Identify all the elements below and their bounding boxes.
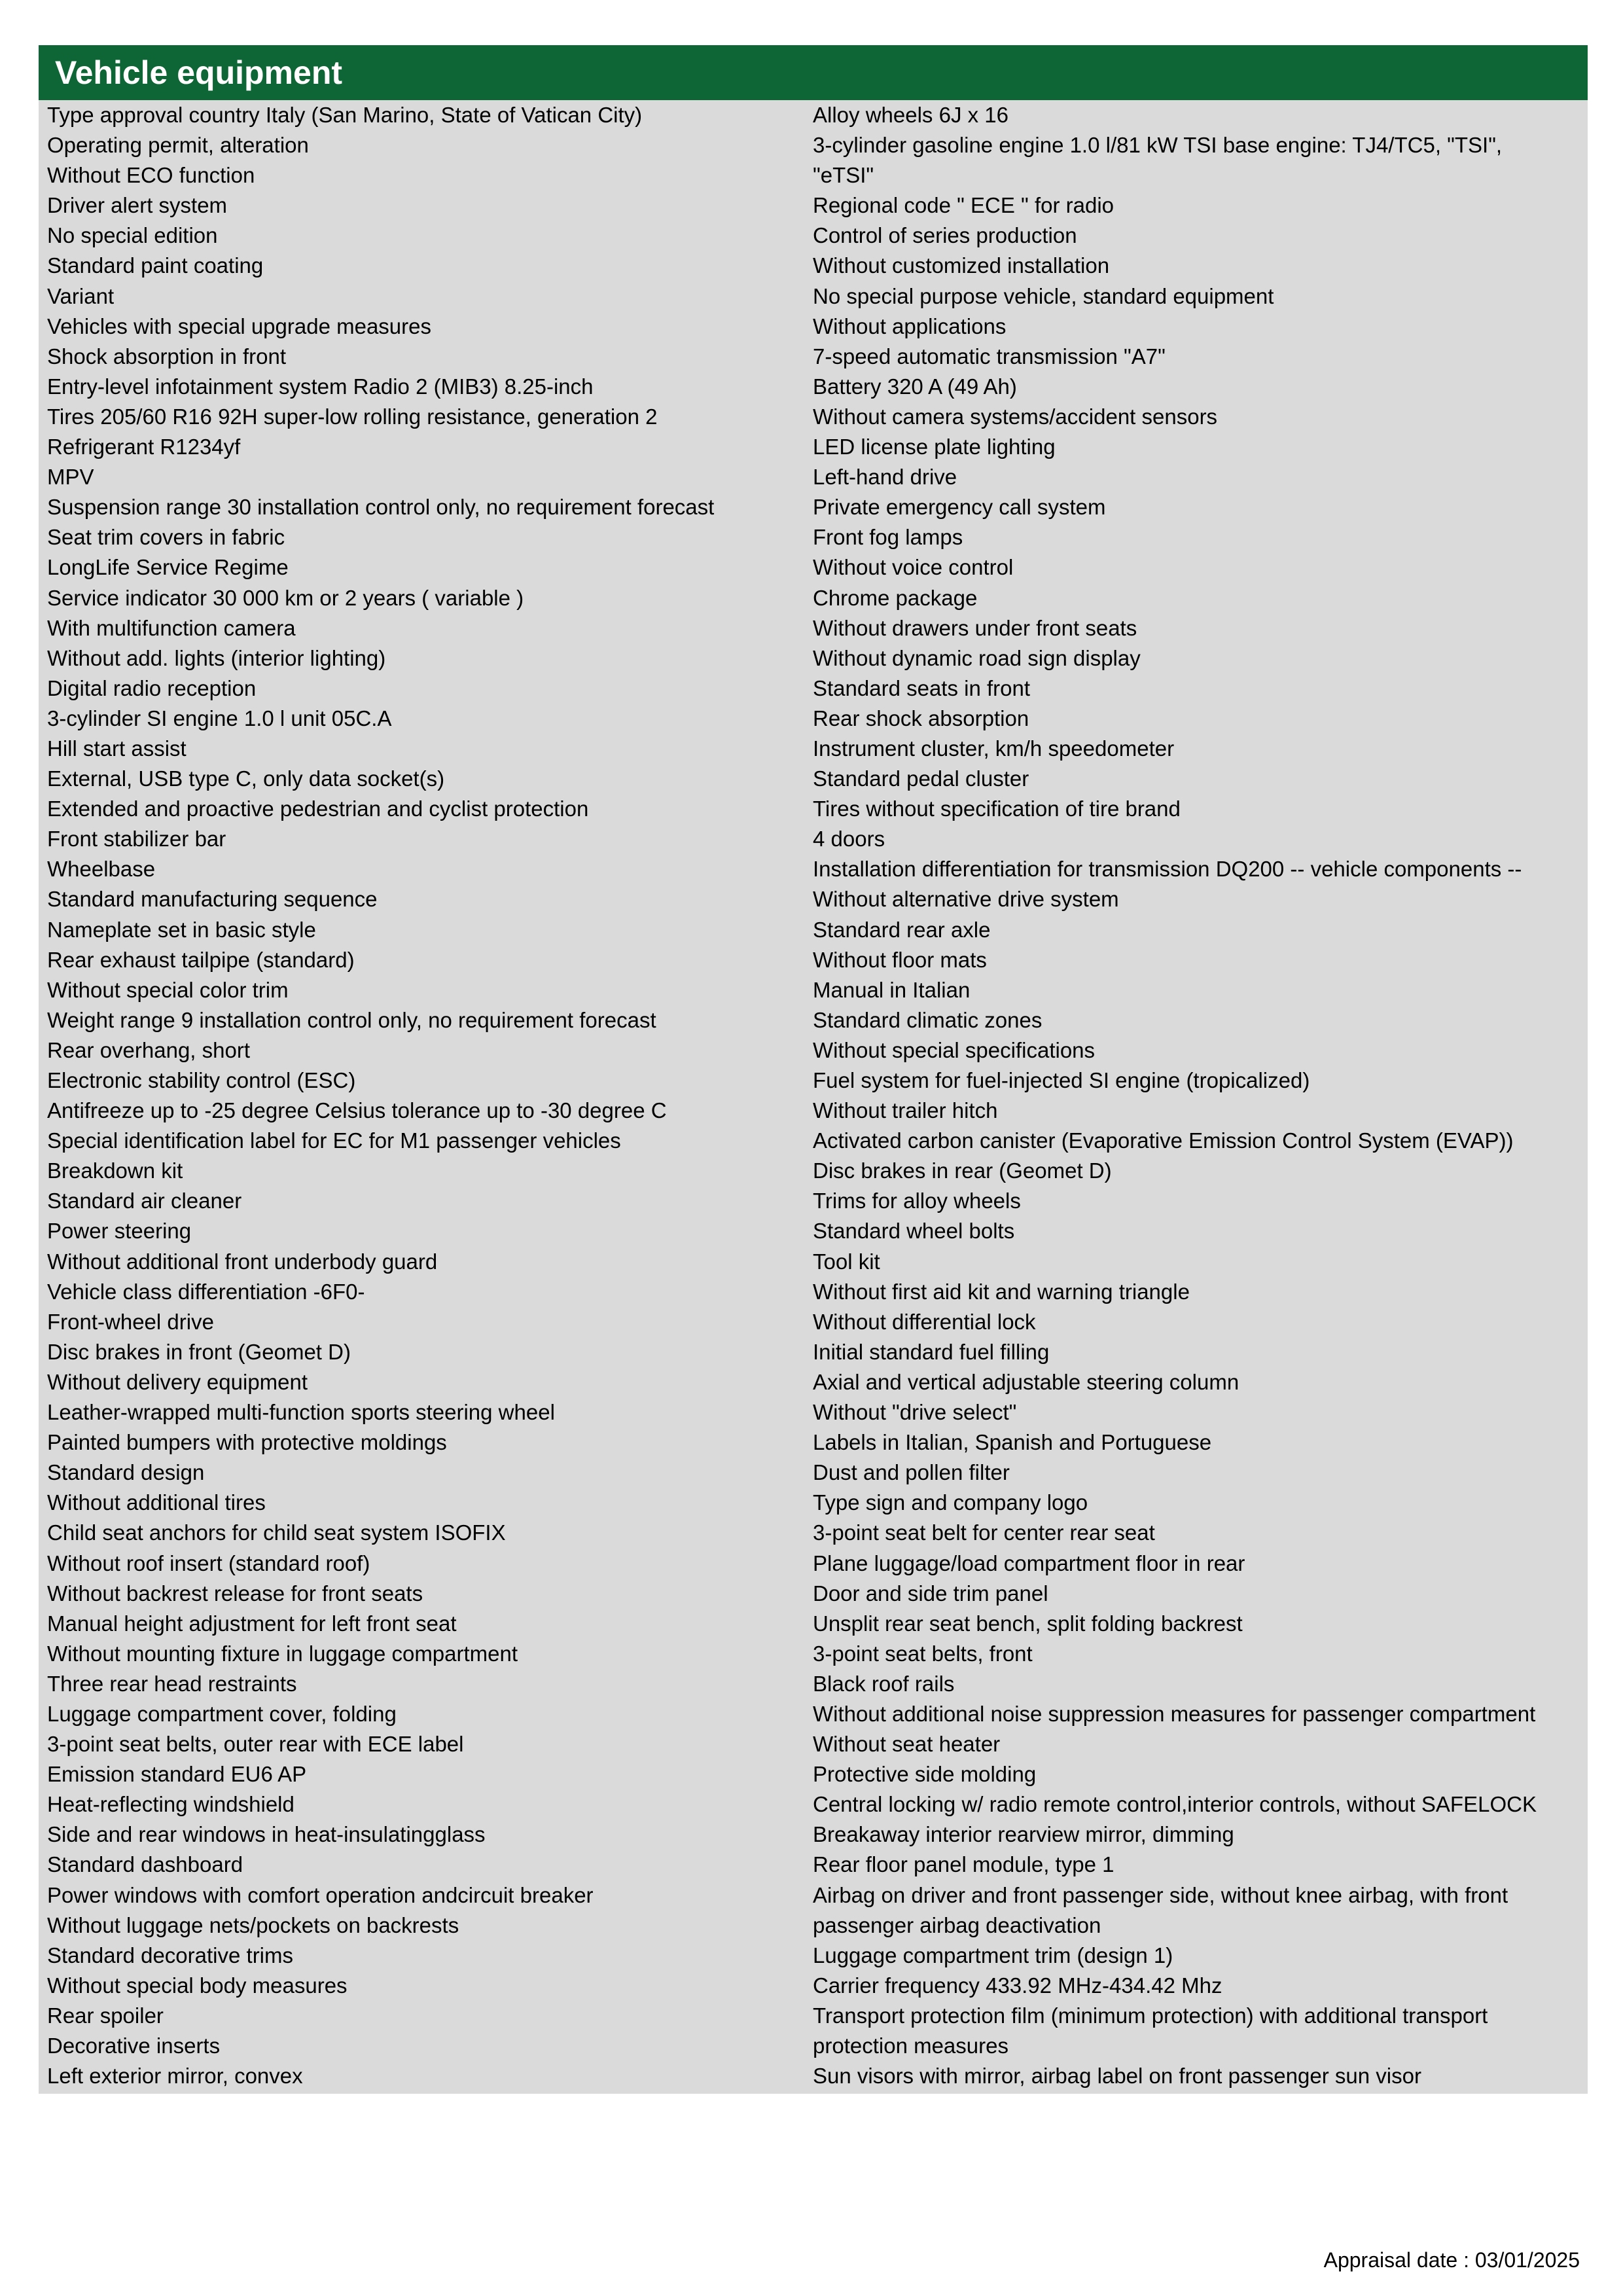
equipment-item: LongLife Service Regime	[47, 555, 289, 580]
equipment-item: Rear spoiler	[47, 2003, 164, 2028]
equipment-item: Standard decorative trims	[47, 1943, 294, 1967]
equipment-item: Luggage compartment cover, folding	[47, 1701, 397, 1726]
equipment-item: Without alternative drive system	[813, 887, 1119, 912]
equipment-item: Central locking w/ radio remote control,interior controls, without SAFELOCK	[813, 1792, 1537, 1817]
equipment-item: Standard wheel bolts	[813, 1219, 1015, 1244]
equipment-item: Vehicle class differentiation -6F0-	[47, 1279, 365, 1304]
equipment-item: Standard design	[47, 1460, 205, 1485]
equipment-item: 7-speed automatic transmission "A7"	[813, 344, 1166, 368]
equipment-item: Rear shock absorption	[813, 706, 1029, 730]
equipment-item: Digital radio reception	[47, 675, 257, 700]
equipment-item: Without dynamic road sign display	[813, 645, 1141, 670]
equipment-item: Child seat anchors for child seat system ISOFIX	[47, 1520, 506, 1545]
equipment-item: Without customized installation	[813, 253, 1110, 278]
equipment-item: With multifunction camera	[47, 615, 296, 640]
equipment-item: Tool kit	[813, 1249, 880, 1274]
equipment-item: Emission standard EU6 AP	[47, 1762, 307, 1787]
equipment-item: Side and rear windows in heat-insulatingglass	[47, 1822, 486, 1847]
equipment-item: Without special specifications	[813, 1037, 1096, 1062]
equipment-item: Without backrest release for front seats	[47, 1581, 423, 1605]
equipment-item: Without "drive select"	[813, 1400, 1017, 1425]
equipment-item: Labels in Italian, Spanish and Portuguese	[813, 1430, 1212, 1455]
equipment-item: Without differential lock	[813, 1309, 1036, 1334]
equipment-item: Unsplit rear seat bench, split folding backrest	[813, 1611, 1243, 1636]
equipment-item: Front stabilizer bar	[47, 827, 226, 852]
equipment-item: Nameplate set in basic style	[47, 917, 316, 942]
equipment-item: Without camera systems/accident sensors	[813, 404, 1218, 429]
equipment-item: Driver alert system	[47, 193, 228, 218]
equipment-item: Standard dashboard	[47, 1852, 243, 1877]
equipment-item: Plane luggage/load compartment floor in rear	[813, 1551, 1245, 1575]
equipment-item: Disc brakes in front (Geomet D)	[47, 1339, 351, 1364]
equipment-columns	[39, 100, 1588, 2094]
equipment-item: Installation differentiation for transmission DQ200 -- vehicle components --	[813, 857, 1522, 882]
equipment-item: 4 doors	[813, 827, 885, 852]
equipment-item: Luggage compartment trim (design 1)	[813, 1943, 1173, 1967]
equipment-item: Wheelbase	[47, 857, 156, 882]
equipment-item: Standard air cleaner	[47, 1189, 242, 1213]
equipment-item: Manual height adjustment for left front seat	[47, 1611, 457, 1636]
equipment-item: Without applications	[813, 314, 1007, 338]
equipment-item: Type sign and company logo	[813, 1490, 1088, 1515]
equipment-item: Protective side molding	[813, 1762, 1037, 1787]
equipment-item: Heat-reflecting windshield	[47, 1792, 294, 1817]
equipment-item: Without delivery equipment	[47, 1369, 308, 1394]
equipment-item: Standard paint coating	[47, 253, 264, 278]
equipment-item: Power windows with comfort operation andcircuit breaker	[47, 1882, 594, 1907]
equipment-item: Standard pedal cluster	[813, 766, 1029, 791]
equipment-item: Shock absorption in front	[47, 344, 287, 368]
equipment-item: Entry-level infotainment system Radio 2 (MIB3) 8.25-inch	[47, 374, 594, 399]
equipment-item: Disc brakes in rear (Geomet D)	[813, 1158, 1112, 1183]
equipment-item: Rear exhaust tailpipe (standard)	[47, 947, 355, 972]
equipment-item: Initial standard fuel filling	[813, 1339, 1050, 1364]
equipment-item: Breakdown kit	[47, 1158, 183, 1183]
equipment-item: No special edition	[47, 223, 218, 248]
equipment-item: Left-hand drive	[813, 465, 957, 490]
equipment-item: Service indicator 30 000 km or 2 years ( variable )	[47, 585, 524, 610]
equipment-item: Painted bumpers with protective moldings	[47, 1430, 447, 1455]
equipment-list-right	[813, 100, 1588, 2091]
equipment-item: Without ECO function	[47, 163, 255, 188]
equipment-item: Axial and vertical adjustable steering column	[813, 1369, 1240, 1394]
equipment-item: Antifreeze up to -25 degree Celsius tolerance up to -30 degree C	[47, 1098, 667, 1123]
equipment-item: Three rear head restraints	[47, 1671, 297, 1696]
equipment-item: Fuel system for fuel-injected SI engine (tropicalized)	[813, 1068, 1310, 1092]
equipment-item: Refrigerant R1234yf	[47, 435, 241, 459]
equipment-item: Extended and proactive pedestrian and cyclist protection	[47, 797, 589, 821]
equipment-item: Without trailer hitch	[813, 1098, 998, 1123]
equipment-item: Left exterior mirror, convex	[47, 2064, 303, 2089]
equipment-item: Trims for alloy wheels	[813, 1189, 1021, 1213]
equipment-item: 3-point seat belts, outer rear with ECE label	[47, 1732, 464, 1757]
equipment-item: Hill start assist	[47, 736, 187, 761]
equipment-item: Standard seats in front	[813, 675, 1031, 700]
equipment-item: Alloy wheels 6J x 16	[813, 103, 1008, 127]
equipment-item: MPV	[47, 465, 94, 490]
equipment-item: Standard climatic zones	[813, 1007, 1043, 1032]
equipment-item: Manual in Italian	[813, 977, 971, 1002]
equipment-item: Electronic stability control (ESC)	[47, 1068, 356, 1092]
equipment-item: Suspension range 30 installation control only, no requirement forecast	[47, 495, 715, 520]
equipment-item: Weight range 9 installation control only, no requirement forecast	[47, 1007, 656, 1032]
equipment-item: Without seat heater	[813, 1732, 1001, 1757]
equipment-item: Activated carbon canister (Evaporative Emission Control System (EVAP))	[813, 1128, 1514, 1153]
equipment-item: Door and side trim panel	[813, 1581, 1048, 1605]
equipment-item: 3-point seat belt for center rear seat	[813, 1520, 1155, 1545]
equipment-item: Rear overhang, short	[47, 1037, 251, 1062]
equipment-item: Variant	[47, 283, 115, 308]
vehicle-equipment-panel	[39, 45, 1588, 2094]
equipment-item: 3-cylinder SI engine 1.0 l unit 05C.A	[47, 706, 392, 730]
equipment-list-left	[39, 100, 813, 2091]
equipment-item: Without voice control	[813, 555, 1014, 580]
equipment-item: Power steering	[47, 1219, 192, 1244]
equipment-item: Without additional tires	[47, 1490, 266, 1515]
equipment-item: External, USB type C, only data socket(s)	[47, 766, 445, 791]
equipment-item: Front fog lamps	[813, 525, 963, 550]
equipment-item: Standard rear axle	[813, 917, 991, 942]
equipment-item: Control of series production	[813, 223, 1077, 248]
equipment-item: 3-cylinder gasoline engine 1.0 l/81 kW TSI base engine: TJ4/TC5, "TSI", "eTSI"	[813, 133, 1503, 188]
equipment-item: Seat trim covers in fabric	[47, 525, 285, 550]
equipment-item: Without mounting fixture in luggage compartment	[47, 1641, 518, 1666]
equipment-item: Tires 205/60 R16 92H super-low rolling resistance, generation 2	[47, 404, 658, 429]
equipment-item: Tires without specification of tire brand	[813, 797, 1181, 821]
equipment-item: Battery 320 A (49 Ah)	[813, 374, 1017, 399]
equipment-item: Transport protection film (minimum protection) with additional transport protection measures	[813, 2003, 1488, 2058]
equipment-item: Front-wheel drive	[47, 1309, 214, 1334]
equipment-item: Private emergency call system	[813, 495, 1106, 520]
equipment-item: Leather-wrapped multi-function sports steering wheel	[47, 1400, 555, 1425]
equipment-item: Breakaway interior rearview mirror, dimming	[813, 1822, 1234, 1847]
equipment-item: Rear floor panel module, type 1	[813, 1852, 1115, 1877]
equipment-item: No special purpose vehicle, standard equipment	[813, 283, 1274, 308]
equipment-item: Decorative inserts	[47, 2034, 221, 2058]
equipment-item: Dust and pollen filter	[813, 1460, 1010, 1485]
equipment-item: Without floor mats	[813, 947, 987, 972]
equipment-item: Without additional noise suppression measures for passenger compartment	[813, 1701, 1536, 1726]
equipment-item: Without roof insert (standard roof)	[47, 1551, 370, 1575]
equipment-item: 3-point seat belts, front	[813, 1641, 1033, 1666]
equipment-item: Airbag on driver and front passenger side, without knee airbag, with front passenger airbag deactivation	[813, 1882, 1508, 1937]
equipment-item: Carrier frequency 433.92 MHz-434.42 Mhz	[813, 1973, 1222, 1998]
equipment-item: Vehicles with special upgrade measures	[47, 314, 431, 338]
equipment-item: Operating permit, alteration	[47, 133, 309, 158]
equipment-item: Without first aid kit and warning triangle	[813, 1279, 1190, 1304]
equipment-item: Special identification label for EC for M1 passenger vehicles	[47, 1128, 621, 1153]
equipment-item: Instrument cluster, km/h speedometer	[813, 736, 1175, 761]
equipment-item: Without add. lights (interior lighting)	[47, 645, 386, 670]
equipment-item: Regional code " ECE " for radio	[813, 193, 1115, 218]
equipment-item: Without drawers under front seats	[813, 615, 1137, 640]
equipment-item: Chrome package	[813, 585, 978, 610]
equipment-item: LED license plate lighting	[813, 435, 1056, 459]
appraisal-date: Appraisal date : 03/01/2025	[1323, 2248, 1580, 2272]
equipment-item: Without special color trim	[47, 977, 289, 1002]
equipment-item: Black roof rails	[813, 1671, 955, 1696]
equipment-item: Sun visors with mirror, airbag label on front passenger sun visor	[813, 2064, 1421, 2089]
equipment-item: Without luggage nets/pockets on backrests	[47, 1912, 459, 1937]
equipment-item: Type approval country Italy (San Marino, State of Vatican City)	[47, 103, 643, 127]
equipment-item: Standard manufacturing sequence	[47, 887, 378, 912]
equipment-item: Without additional front underbody guard	[47, 1249, 438, 1274]
equipment-item: Without special body measures	[47, 1973, 348, 1998]
section-title: Vehicle equipment	[39, 45, 1588, 100]
